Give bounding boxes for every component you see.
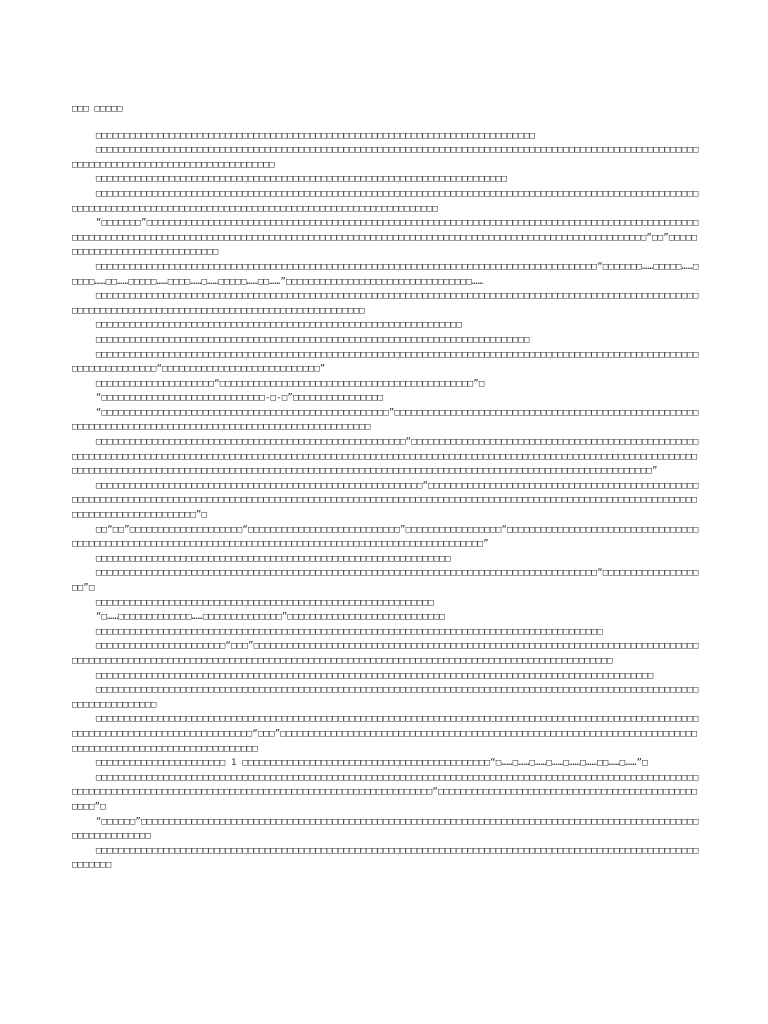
paragraph: □□□□□□□□□□□□□□□□□□□□□□□ 1 □□□□□□□□□□□□□□□□□□□□□□□□□□□□□□□□□□□□□□□□□□□□“□……□……□……□……□……□……□□……□……”□ [95, 757, 648, 769]
paragraph: □□□□□□□□□□□□□□□□□□□□□□□□□□□□□□□□□□□□□□□□□□□□□□□□□□□□□□□□□□□□□□□□□□□□□□□□□□□□□□□□□□□□□□□□□□□□□□□□□□□□□□□□□□□□□□□□□□□□□□□□□□□□□□□□□□□□□□□□□□□□□□□ [72, 144, 699, 170]
paragraph: □□□□□□□□□□□□□□□□□□□□□□□□□□□□□□□□□□□□□□□□□□□□□□□□□□□□□□□□□□□□□□□□□□□□□□□□□□□□□□□□□□□□□□□□□□ [95, 625, 603, 637]
paragraph: “□□□□□□□□□□□□□□□□□□□□□□□□□□□□□□□□□□□□□□□□□□□□□□□□□□□”□□□□□□□□□□□□□□□□□□□□□□□□□□□□□□□□□□□□□□□□□□□□□□□□□□□□□□□□□□□□□□□□□□□□□□□□□□□□□□□□□□□□□□□□□□□□□□□□□□□□□□□□□□□ [72, 406, 699, 433]
paragraph: □□□□□□□□□□□□□□□□□□□□□□□□□□□□□□□□□□□□□□□□□□□□□□□□□□□□□□□□□□□□□□□□□□□□□□□□□□□□□□□□□□□□□□□□□“□□□□□□□……□□□□□……□□□□□……□□……□□□□□……□□□□……□……□□□□□……□□……”□□□□□□□□□□□□□□□□□□□□□□□□□□□□□□□□□…… [72, 260, 699, 287]
paragraph: □□□□□□□□□□□□□□□□□□□□□□□□□□□□□□□□□□□□□□□□□□□□□□□□□□□□□□□□□□□□□□□□□□□□□□□□□□□□□ [95, 333, 530, 345]
paragraph: □□“□□”□□□□□□□□□□□□□□□□□□□□“□□□□□□□□□□□□□□□□□□□□□□□□□□□”□□□□□□□□□□□□□□□□□“□□□□□□□□□□□□□□□□□□□□□□□□□□□□□□□□□□□□□□□□□□□□□□□□□□□□□□□□□□□□□□□□□□□□□□□□□□□□□□□□□□□□□□□□□□□□□□□□□□□□□□□□□□□” [72, 523, 699, 550]
paragraph: □□□□□□□□□□□□□□□□□□□□□□□□□□□□□□□□□□□□□□□□□□□□□□□□□□□□□□□□□□□□□□□□□□□□□□□□□□□□□□ [95, 129, 536, 141]
paragraph: □□□□□□□□□□□□□□□□□□□□□□□□□□□□□□□□□□□□□□□□□□□□□□□□□□□□□□□□□□□□□□□□□□□□□□□□□□□□□□□□□□□□□□□□□□□□□□□□□□□□□□□□□□□□□□□□□□□□□□□□□□□□□□□□□□□□□□□□□□□□□□□□□□□□□□□□□□□□□□□□□□□□□□□□□□□“□□□□□□□□□□□□□□□□□□□□□□□□□□□□□□□□□□□□□□□□□□□□□□□□□□”□ [72, 771, 699, 812]
paragraph: □□□□□□□□□□□□□□□□□□□□□□□□□□□□□□□□□□□□□□□□□□□□□□□□□□□□□□□□□□□□□□□□□ [95, 319, 462, 331]
document-title: □□□ □□□□□ [72, 103, 123, 114]
document-body [72, 129, 702, 873]
paragraph: □□□□□□□□□□□□□□□□□□□□□“□□□□□□□□□□□□□□□□□□□□□□□□□□□□□□□□□□□□□□□□□□□□□”□ [95, 377, 485, 389]
paragraph: □□□□□□□□□□□□□□□□□□□□□□□□□□□□□□□□□□□□□□□□□□□□□□□□□□□□□□□□□□□□□□□□□□□□□□□□□□□□□□□□□□□□□□□□□“□□□□□□□□□□□□□□□□□□□”□ [72, 567, 699, 593]
paragraph: □□□□□□□□□□□□□□□□□□□□□□□□□□□□□□□□□□□□□□□□□□□□□□□□□□□□□□□□□□□□□□□□□□□□□□□□□□□□□□□□□□□□□□□□□□□□□□□□□□□□□□□□□□□□□□□□□□ [72, 844, 699, 871]
paragraph: □□□□□□□□□□□□□□□□□□□□□□□□□□□□□□□□□□□□□□□□□□□□□□□□□□□□□□□□□□□□□□□□□□□□□□□□□□□□□□□□□□□□□□□□□□□□□□□□□□□□□□□□□□□□□□□□□□□□□□□□□□□□□□□□□□□□□□□□□□□□□□□□□□□□□□□□□□□□□□□□□□□□□□□□□□□□ [72, 187, 699, 214]
paragraph: □□□□□□□□□□□□□□□□□□□□□□□□□□□□□□□□□□□□□□□□□□□□□□□□□□□□□□□□□□□□□□□□□□□□□□□□□□□□□□□□□□□□□□□□□□□□□□□□□□□□□□□□□□□□□□□□□□□□□□□□□□“□□□□□□□□□□□□□□□□□□□□□□□□□□□□” [72, 348, 699, 375]
paragraph: “□……□□□□□□□□□□□□□……□□□□□□□□□□□□□□”□□□□□□□□□□□□□□□□□□□□□□□□□□□□ [95, 611, 446, 623]
paragraph: □□□□□□□□□□□□□□□□□□□□□□□□□□□□□□□□□□□□□□□□□□□□□□□□□□□□□□□□□□□□□□□□□□□□□□□□□ [95, 173, 507, 185]
paragraph: □□□□□□□□□□□□□□□□□□□□□□□□□□□□□□□□□□□□□□□□□□□□□□□□□□□□□□□□□□□□□□□ [95, 552, 451, 564]
document-page [72, 102, 702, 873]
paragraph: “□□□□□□”□□□□□□□□□□□□□□□□□□□□□□□□□□□□□□□□□□□□□□□□□□□□□□□□□□□□□□□□□□□□□□□□□□□□□□□□□□□□□□□□□□□□□□□□□□□□□□□□□□□□□□□□□□□□□□□□□ [72, 815, 699, 842]
paragraph: □□□□□□□□□□□□□□□□□□□□□□□□□□□□□□□□□□□□□□□□□□□□□□□□□□□□□□□□□□□□ [95, 596, 434, 608]
paragraph: □□□□□□□□□□□□□□□□□□□□□□□“□□□”□□□□□□□□□□□□□□□□□□□□□□□□□□□□□□□□□□□□□□□□□□□□□□□□□□□□□□□□□□□□□□□□□□□□□□□□□□□□□□□□□□□□□□□□□□□□□□□□□□□□□□□□□□□□□□□□□□□□□□□□□□□□□□□□□□□□□□□□□□□□□□□□□□□□□□□□□□□□□□□□□□□□□□□□□□□□□□□ [72, 640, 699, 666]
paragraph: □□□□□□□□□□□□□□□□□□□□□□□□□□□□□□□□□□□□□□□□□□□□□□□□□□□□□□□□□□□□□□□□□□□□□□□□□□□□□□□□□□□□□□□□□□□□□□□□□□□□□□□□□□□□□□□□□□□□□□□□□□□□□□□□□□□□□□□□□□□□□□□□□□□□□□□□□□□□□□□ [72, 290, 699, 316]
paragraph: □□□□□□□□□□□□□□□□□□□□□□□□□□□□□□□□□□□□□□□□□□□□□□□□□□□□□□□“□□□□□□□□□□□□□□□□□□□□□□□□□□□□□□□□□□□□□□□□□□□□□□□□□□□□□□□□□□□□□□□□□□□□□□□□□□□□□□□□□□□□□□□□□□□□□□□□□□□□□□□□□□□□□□□□□□□□□□□□□□□□□□□□□□□□□□□□□□□□□□□□□□□□□□□□□□□□□□□□□□□□□□□□□□□□□□□□□□□□□□□□□□□□□□□□□□□□□□□□□□□□□□□□□□□□□□□□□□□□□□□□□□□□□□□□□□□□□□□□□□□□□□□□□□□□□□□□□□□□□□□□□” [72, 436, 699, 477]
paragraph: “□□□□□□□□□□□□□□□□□□□□□□□□□□□□□-□-□”□□□□□□□□□□□□□□□□ [95, 392, 384, 404]
paragraph: □□□□□□□□□□□□□□□□□□□□□□□□□□□□□□□□□□□□□□□□□□□□□□□□□□□□□□□□□□□□□□□□□□□□□□□□□□□□□□□□□□□□□□□□□□□□□□□□□□□ [95, 669, 654, 681]
paragraph: □□□□□□□□□□□□□□□□□□□□□□□□□□□□□□□□□□□□□□□□□□□□□□□□□□□□□□□□□□□□□□□□□□□□□□□□□□□□□□□□□□□□□□□□□□□□□□□□□□□□□□□□□□□□□□□□□□□□□□□□□□ [72, 684, 699, 710]
paragraph: “□□□□□□□”□□□□□□□□□□□□□□□□□□□□□□□□□□□□□□□□□□□□□□□□□□□□□□□□□□□□□□□□□□□□□□□□□□□□□□□□□□□□□□□□□□□□□□□□□□□□□□□□□□□□□□□□□□□□□□□□□□□□□□□□□□□□□□□□□□□□□□□□□□□□□□□□□□□□□□□□□□□□□□□□□□□□□□□□□□□□□□□□□□□□□□□□□□□□□□□□□□□□□□□□“□□”□□□□□□□□□□□□□□□□□□□□□□□□□□□□□□□ [72, 217, 699, 258]
paragraph: □□□□□□□□□□□□□□□□□□□□□□□□□□□□□□□□□□□□□□□□□□□□□□□□□□□□□□□□□□□□□□□□□□□□□□□□□□□□□□□□□□□□□□□□□□□□□□□□□□□□□□□□□□□□□□□□□□□□□□□□□□□□□□□□□□□□□□□□□□□“□□□”□□□□□□□□□□□□□□□□□□□□□□□□□□□□□□□□□□□□□□□□□□□□□□□□□□□□□□□□□□□□□□□□□□□□□□□□□□□□□□□□□□□□□□□□□□□□□□□□□□□□□□□□□□□ [72, 713, 699, 754]
paragraph: □□□□□□□□□□□□□□□□□□□□□□□□□□□□□□□□□□□□□□□□□□□□□□□□□□□□□□□□□□“□□□□□□□□□□□□□□□□□□□□□□□□□□□□□□□□□□□□□□□□□□□□□□□□□□□□□□□□□□□□□□□□□□□□□□□□□□□□□□□□□□□□□□□□□□□□□□□□□□□□□□□□□□□□□□□□□□□□□□□□□□□□□□□□□□□□□□□□□□□□□□□□□□□□□□□□□□□□□□□□□□□□□□□□□□□□□□□□□□□□□”□ [72, 479, 699, 521]
